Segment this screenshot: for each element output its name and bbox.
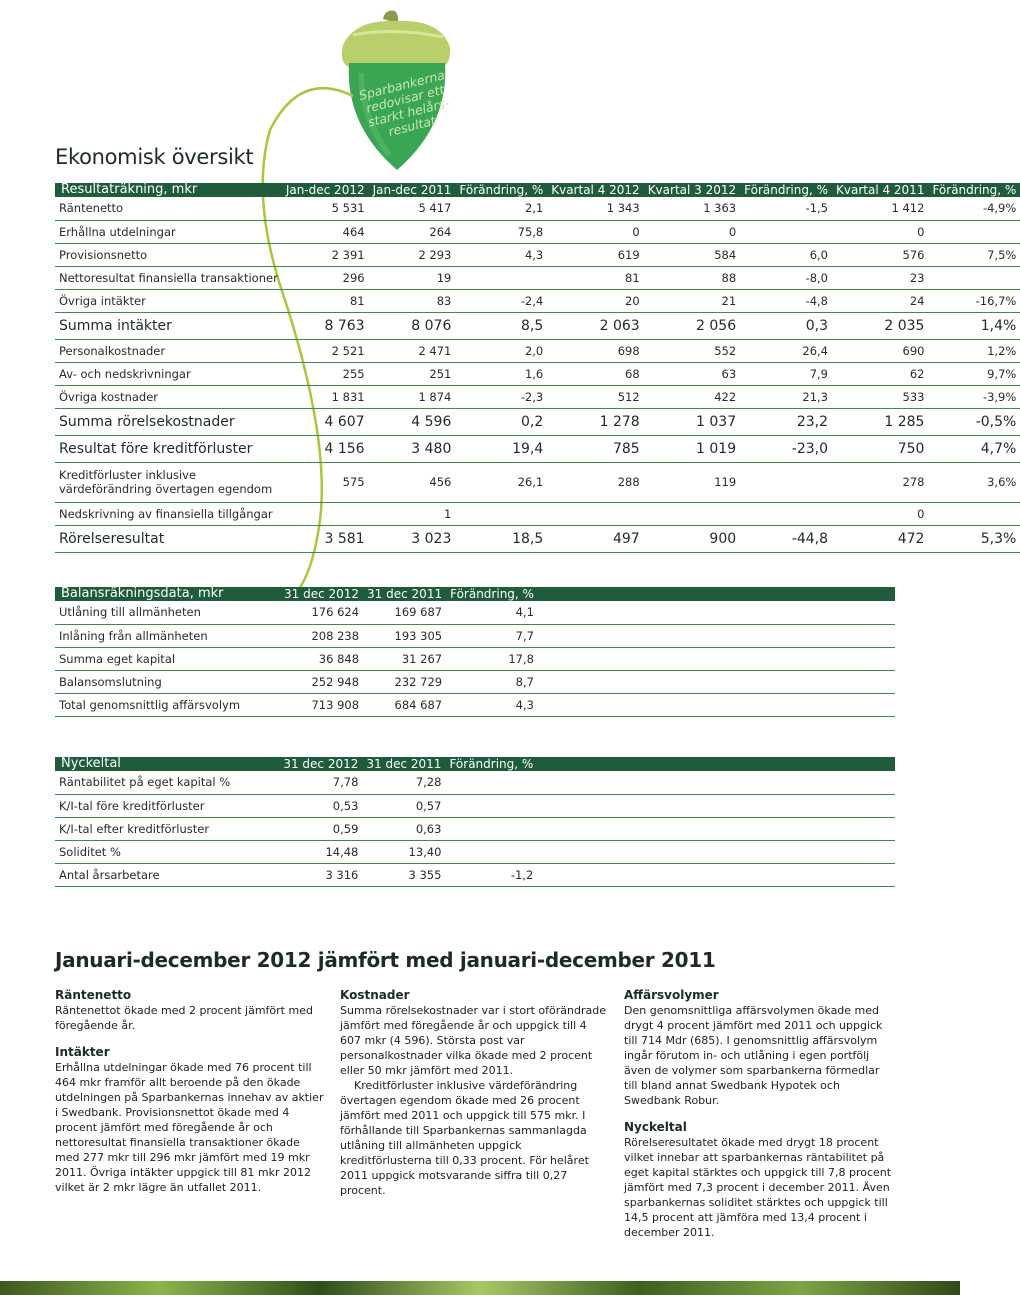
cell-value: 750 [832,435,928,462]
filler-cell [538,670,895,693]
balance-header-label: Balansräkningsdata, mkr [61,586,224,601]
cell-value: 296 [282,266,369,289]
income-header-q4-2012: Kvartal 4 2012 [551,183,640,197]
cell-value: 21,3 [740,385,832,408]
row-label: Rörelseresultat [55,525,282,552]
table-row [55,601,895,624]
cell-value: 2 056 [644,312,740,339]
cell-value: 288 [547,462,643,502]
page-title: Ekonomisk översikt [55,145,254,169]
cell-value: 9,7% [928,362,1020,385]
cell-value: -16,7% [928,289,1020,312]
row-label: Kreditförluster inklusive värdeförändring övertagen egendom [55,462,282,502]
balance-header-2012: 31 dec 2012 [284,587,360,601]
cell-value: 2 293 [369,243,456,266]
cell-value: 208 238 [280,624,363,647]
balance-header-2011: 31 dec 2011 [367,587,443,601]
cell-value [445,817,537,840]
cell-value: 20 [547,289,643,312]
cell-value [928,220,1020,243]
cell-value: 4,1 [446,601,538,624]
ratios-header-change: Förändring, % [449,757,534,771]
balance-header-row [55,587,895,601]
cell-value: 552 [644,339,740,362]
cell-value: 0,57 [362,794,445,817]
cell-value: 2 471 [369,339,456,362]
footer-leaf-strip [0,1281,960,1295]
table-row [55,525,1020,552]
text-column-2 [340,988,610,1198]
table-row [55,243,1020,266]
table-row [55,220,1020,243]
income-header-q4-2011: Kvartal 4 2011 [836,183,925,197]
cell-value: 17,8 [446,647,538,670]
cell-value [547,502,643,525]
cell-value: -1,5 [740,197,832,220]
filler-cell [537,817,895,840]
filler-cell [538,601,895,624]
cell-value: 81 [547,266,643,289]
table-row [55,197,1020,220]
cell-value: 8 763 [282,312,369,339]
cell-value: 169 687 [363,601,446,624]
cell-value: 2 391 [282,243,369,266]
income-header-row [55,183,1020,197]
cell-value: -44,8 [740,525,832,552]
table-row [55,385,1020,408]
cell-value: 264 [369,220,456,243]
cell-value: 68 [547,362,643,385]
cell-value: 75,8 [455,220,547,243]
table-row [55,863,895,886]
cell-value: -4,8 [740,289,832,312]
income-header-change-q: Förändring, % [744,183,828,197]
cell-value: 36 848 [280,647,363,670]
row-label: Summa eget kapital [55,647,280,670]
cell-value: 1 412 [832,197,928,220]
income-header-label: Resultaträkning, mkr [61,182,198,197]
cell-value: 3 355 [362,863,445,886]
cell-value: 472 [832,525,928,552]
table-row [55,502,1020,525]
cell-value: 8,5 [455,312,547,339]
row-label: Summa rörelsekostnader [55,408,282,435]
cell-value: 0 [832,502,928,525]
income-header-change-q4: Förändring, % [932,183,1017,197]
cell-value: 4 607 [282,408,369,435]
cell-value: 1,6 [455,362,547,385]
table-row [55,266,1020,289]
cell-value: -8,0 [740,266,832,289]
filler-cell [538,647,895,670]
cell-value: 3 316 [279,863,362,886]
table-row [55,624,895,647]
row-label: Balansomslutning [55,670,280,693]
cell-value: 119 [644,462,740,502]
cell-value: 1 343 [547,197,643,220]
cell-value: 0 [547,220,643,243]
cell-value: 464 [282,220,369,243]
cell-value: 31 267 [363,647,446,670]
cell-value: 0,53 [279,794,362,817]
cell-value: 512 [547,385,643,408]
table-row [55,693,895,716]
table-row [55,771,895,794]
balance-header-change: Förändring, % [450,587,534,601]
row-label: Övriga intäkter [55,289,282,312]
cell-value: -4,9% [928,197,1020,220]
row-label: Summa intäkter [55,312,282,339]
income-header-jandec-2012: Jan-dec 2012 [285,183,365,197]
row-label: Räntabilitet på eget kapital % [55,771,279,794]
cell-value: 21 [644,289,740,312]
cell-value: 456 [369,462,456,502]
cell-value: 6,0 [740,243,832,266]
ratios-header-filler [537,757,895,771]
ratios-header-label: Nyckeltal [61,756,121,771]
row-label: Resultat före kreditförluster [55,435,282,462]
cell-value: 0 [832,220,928,243]
cell-value: 690 [832,339,928,362]
cell-value: -2,4 [455,289,547,312]
cell-value: 193 305 [363,624,446,647]
row-label: Inlåning från allmänheten [55,624,280,647]
cell-value: -2,3 [455,385,547,408]
paragraph: Räntenettot ökade med 2 procent jämfört med föregående år. [55,1004,313,1032]
row-label: Utlåning till allmänheten [55,601,280,624]
row-label: Erhållna utdelningar [55,220,282,243]
cell-value: 684 687 [363,693,446,716]
cell-value: -1,2 [445,863,537,886]
paragraph: Rörelseresultatet ökade med drygt 18 procent vilket innebar att sparbankernas räntabilitet på eget kapital stärktes och uppgick till 7,8 procent jämfört med 7,3 procent i december 2011. Även sparbankernas soliditet stärktes och uppgick till 14,5 procent att jämföra med 13,4 procent i december 2011. [624,1136,892,1239]
cell-value: 4,3 [446,693,538,716]
filler-cell [537,863,895,886]
table-row [55,339,1020,362]
paragraph: Erhållna utdelningar ökade med 76 procent till 464 mkr framför allt beroende på den ökade utdelningen på Sparbankernas innehav av aktier i Swedbank. Provisionsnettot ökade med 4 procent jämfört med föregående år och nettoresultat finansiella transaktioner ökade med 277 mkr till 296 mkr jämfört med 19 mkr 2011. Övriga intäkter uppgick till 81 mkr 2012 vilket är 2 mkr lägre än utfallet 2011. [55,1061,324,1194]
cell-value: 24 [832,289,928,312]
cell-value: 3 023 [369,525,456,552]
cell-value: 19 [369,266,456,289]
key-ratios-table [55,757,895,887]
cell-value: 7,7 [446,624,538,647]
cell-value: -0,5% [928,408,1020,435]
cell-value: 7,9 [740,362,832,385]
cell-value: 4,3 [455,243,547,266]
cell-value: -23,0 [740,435,832,462]
cell-value: 26,1 [455,462,547,502]
cell-value: 785 [547,435,643,462]
cell-value: 232 729 [363,670,446,693]
cell-value: 584 [644,243,740,266]
cell-value: 497 [547,525,643,552]
balance-sheet-table [55,587,895,717]
table-row [55,647,895,670]
row-label: Nettoresultat finansiella transaktioner [55,266,282,289]
cell-value: 3 480 [369,435,456,462]
table-row [55,794,895,817]
text-column-1 [55,988,325,1195]
cell-value: 698 [547,339,643,362]
table-row [55,462,1020,502]
heading-nyckeltal: Nyckeltal [624,1120,687,1134]
cell-value: 1,2% [928,339,1020,362]
section-heading: Januari-december 2012 jämfört med januari-december 2011 [55,948,716,972]
cell-value: 62 [832,362,928,385]
table-row [55,670,895,693]
cell-value: 251 [369,362,456,385]
heading-kostnader: Kostnader [340,988,410,1002]
cell-value: 576 [832,243,928,266]
cell-value: 4 596 [369,408,456,435]
cell-value: 63 [644,362,740,385]
cell-value: 8,7 [446,670,538,693]
cell-value: 7,28 [362,771,445,794]
cell-value: 278 [832,462,928,502]
cell-value: 83 [369,289,456,312]
row-label: Övriga kostnader [55,385,282,408]
cell-value: 1 285 [832,408,928,435]
cell-value: 575 [282,462,369,502]
income-header-change-year: Förändring, % [459,183,544,197]
cell-value [740,462,832,502]
cell-value: 255 [282,362,369,385]
cell-value: 23 [832,266,928,289]
table-row [55,435,1020,462]
row-label: Personalkostnader [55,339,282,362]
cell-value: 5 417 [369,197,456,220]
cell-value: 176 624 [280,601,363,624]
cell-value: 1 874 [369,385,456,408]
row-label: Räntenetto [55,197,282,220]
cell-value: 1 831 [282,385,369,408]
paragraph: Den genomsnittliga affärsvolymen ökade med drygt 4 procent jämfört med 2011 och uppgick till 714 Mdr (685). I genomsnittlig affärsvolym ingår förutom in- och utlåning i egen portfölj även de volymer som sparbankerna förmedlar till bland annat Swedbank Hypotek och Swedbank Robur. [624,1004,883,1107]
cell-value: 7,78 [279,771,362,794]
cell-value: 1 [369,502,456,525]
cell-value: 619 [547,243,643,266]
table-row [55,817,895,840]
cell-value: 0,3 [740,312,832,339]
cell-value: 0,2 [455,408,547,435]
cell-value [455,266,547,289]
table-row [55,312,1020,339]
cell-value: 13,40 [362,840,445,863]
income-statement-table [55,183,1020,553]
text-column-3 [624,988,894,1240]
cell-value [455,502,547,525]
row-label: Av- och nedskrivningar [55,362,282,385]
cell-value [282,502,369,525]
cell-value: 2,1 [455,197,547,220]
filler-cell [538,624,895,647]
cell-value [445,840,537,863]
cell-value: 2 063 [547,312,643,339]
cell-value: 88 [644,266,740,289]
cell-value [740,502,832,525]
income-header-jandec-2011: Jan-dec 2011 [372,183,452,197]
cell-value: 19,4 [455,435,547,462]
cell-value: 3 581 [282,525,369,552]
heading-affarsvolymer: Affärsvolymer [624,988,719,1002]
row-label: Total genomsnittlig affärsvolym [55,693,280,716]
filler-cell [538,693,895,716]
cell-value: 3,6% [928,462,1020,502]
income-header-q3-2012: Kvartal 3 2012 [647,183,737,197]
cell-value: 0,63 [362,817,445,840]
cell-value [445,794,537,817]
heading-intakter: Intäkter [55,1045,110,1059]
ratios-header-row [55,757,895,771]
cell-value: 2,0 [455,339,547,362]
cell-value: 252 948 [280,670,363,693]
cell-value: 23,2 [740,408,832,435]
cell-value: 5 531 [282,197,369,220]
cell-value: 18,5 [455,525,547,552]
table-row [55,408,1020,435]
cell-value [740,220,832,243]
filler-cell [537,771,895,794]
cell-value: 4 156 [282,435,369,462]
table-row [55,840,895,863]
paragraph: Kreditförluster inklusive värdeförändring övertagen egendom ökade med 26 procent jämfört med 2011 och uppgick till 575 mkr. I förhållande till Sparbankernas sammanlagda utlåning till allmänheten uppgick kreditförlusterna till 0,33 procent. För helåret 2011 uppgick motsvarande siffra till 0,27 procent. [340,1079,589,1197]
balance-header-filler [538,587,895,601]
row-label: Nedskrivning av finansiella tillgångar [55,502,282,525]
cell-value: 900 [644,525,740,552]
cell-value: 81 [282,289,369,312]
cell-value [644,502,740,525]
row-label: Soliditet % [55,840,279,863]
acorn-caption: Sparbankerna redovisar ett starkt helårs-resultat [357,67,451,140]
ratios-header-2011: 31 dec 2011 [366,757,442,771]
cell-value: 1,4% [928,312,1020,339]
filler-cell [537,840,895,863]
row-label: Provisionsnetto [55,243,282,266]
cell-value: 8 076 [369,312,456,339]
cell-value: 533 [832,385,928,408]
table-row [55,362,1020,385]
paragraph: Summa rörelsekostnader var i stort oförändrade jämfört med föregående år och uppgick till 4 607 mkr (4 596). Största post var personalkostnader vilka ökade med 2 procent eller 50 mkr jämfört med 2011. [340,1004,606,1077]
heading-rantenetto: Räntenetto [55,988,132,1002]
cell-value: 4,7% [928,435,1020,462]
cell-value: 2 035 [832,312,928,339]
cell-value: 14,48 [279,840,362,863]
cell-value [928,266,1020,289]
cell-value: 5,3% [928,525,1020,552]
row-label: K/I-tal efter kreditförluster [55,817,279,840]
cell-value: 26,4 [740,339,832,362]
table-row [55,289,1020,312]
cell-value: -3,9% [928,385,1020,408]
cell-value: 713 908 [280,693,363,716]
cell-value [445,771,537,794]
ratios-header-2012: 31 dec 2012 [283,757,359,771]
filler-cell [537,794,895,817]
cell-value: 2 521 [282,339,369,362]
row-label: Antal årsarbetare [55,863,279,886]
cell-value: 7,5% [928,243,1020,266]
row-label: K/I-tal före kreditförluster [55,794,279,817]
cell-value: 1 278 [547,408,643,435]
cell-value: 0,59 [279,817,362,840]
cell-value: 422 [644,385,740,408]
cell-value: 1 037 [644,408,740,435]
cell-value: 0 [644,220,740,243]
cell-value [928,502,1020,525]
cell-value: 1 363 [644,197,740,220]
cell-value: 1 019 [644,435,740,462]
